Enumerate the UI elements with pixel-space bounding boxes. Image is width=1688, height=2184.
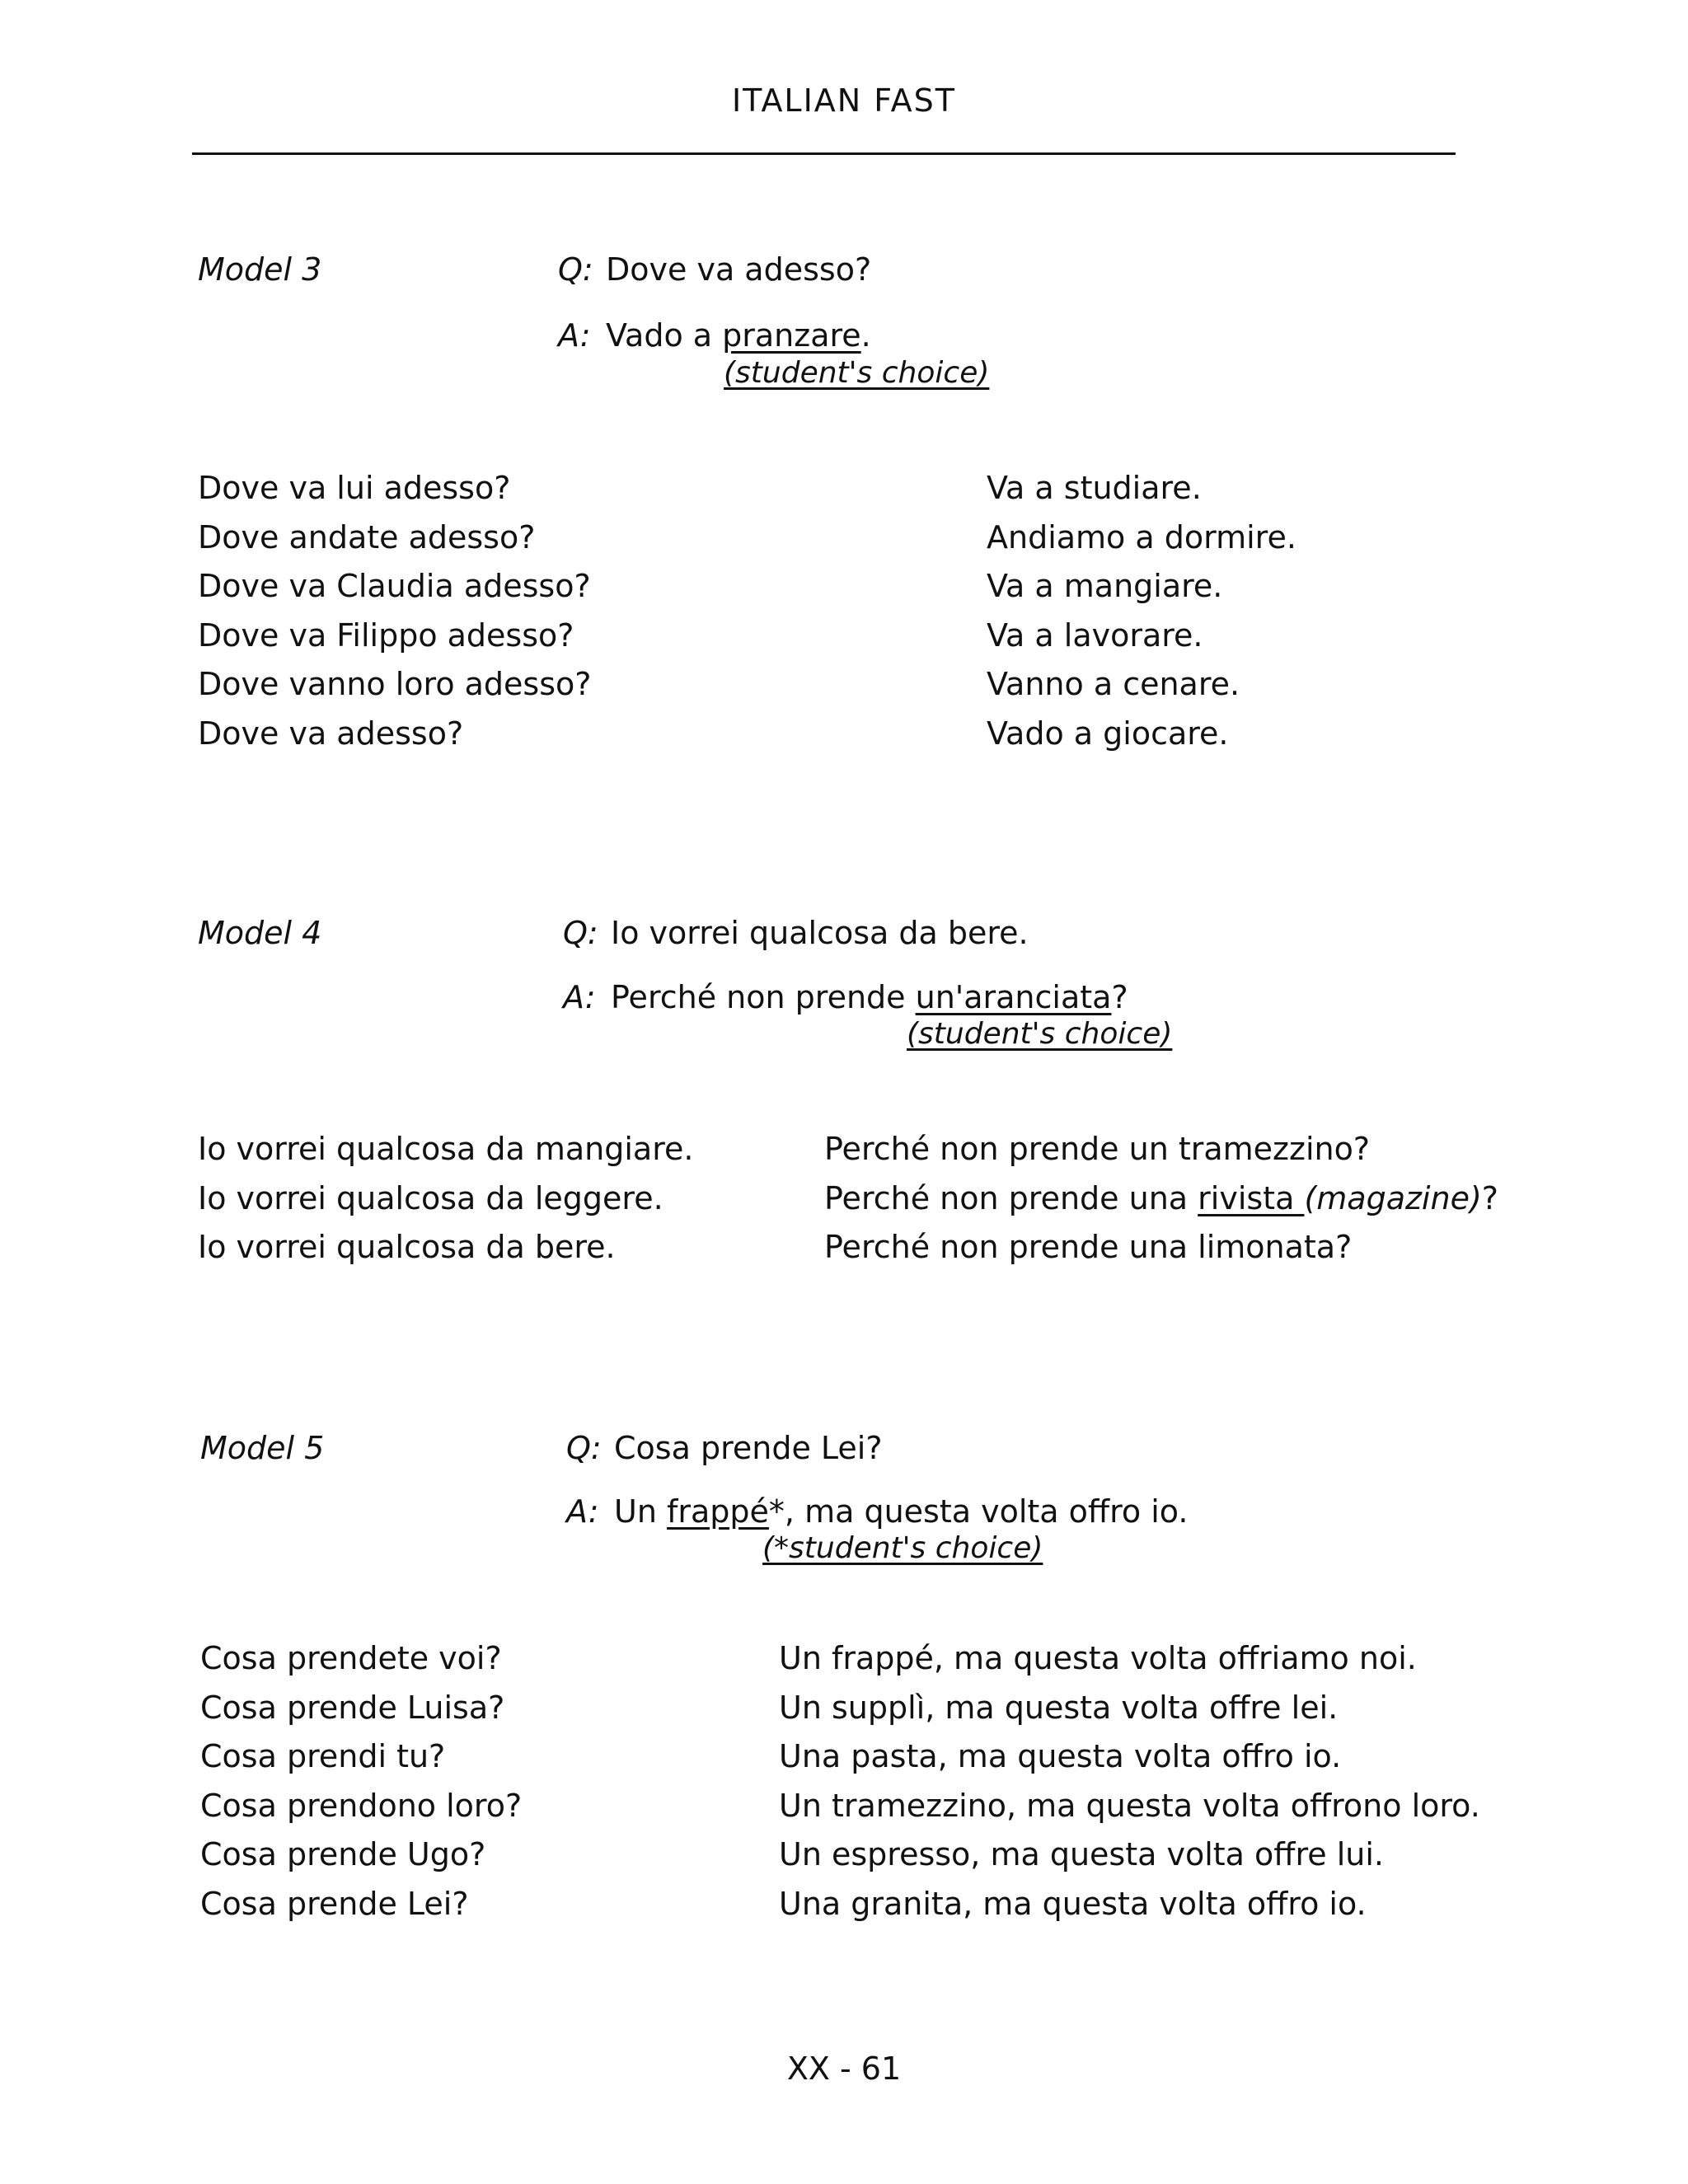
list-item: Dove va Filippo adesso? bbox=[198, 616, 574, 654]
model-4-questions-list bbox=[198, 1125, 693, 1272]
list-item: Va a mangiare. bbox=[987, 568, 1223, 604]
list-item: Cosa prendono loro? bbox=[200, 1787, 523, 1824]
list-item: Un espresso, ma questa volta offre lui. bbox=[779, 1836, 1384, 1872]
model-4-answer-prefix: Perché non prende bbox=[611, 979, 916, 1015]
q-tag: Q: bbox=[563, 915, 598, 951]
model-3-answer bbox=[558, 317, 871, 354]
a-tag: A: bbox=[566, 1493, 599, 1530]
list-item: Dove va adesso? bbox=[198, 715, 464, 752]
model-3-answer-choice: pranzare bbox=[722, 317, 861, 354]
model-5-question bbox=[566, 1430, 883, 1466]
list-item: Vado a giocare. bbox=[987, 715, 1229, 752]
list-item: Vanno a cenare. bbox=[987, 666, 1240, 702]
list-item: Perché non prende una limonata? bbox=[824, 1229, 1353, 1265]
list-item: Cosa prende Luisa? bbox=[200, 1689, 505, 1726]
model-5-answer-suffix: *, ma questa volta offro io. bbox=[768, 1493, 1189, 1530]
list-item: Una granita, ma questa volta offro io. bbox=[779, 1885, 1367, 1922]
model-5-question-text: Cosa prende Lei? bbox=[614, 1430, 883, 1466]
model-3-answer-suffix: . bbox=[860, 317, 871, 354]
q-tag: Q: bbox=[566, 1430, 602, 1466]
model-3-note bbox=[724, 356, 989, 390]
a-tag: A: bbox=[558, 317, 591, 354]
list-item: Andiamo a dormire. bbox=[987, 518, 1296, 555]
list-item: Dove andate adesso? bbox=[198, 518, 536, 555]
model-4-question bbox=[563, 915, 1029, 951]
list-item: Dove va lui adesso? bbox=[198, 470, 511, 506]
list-item: Dove va Claudia adesso? bbox=[198, 568, 591, 604]
answer-prefix: Perché non prende una bbox=[824, 1179, 1198, 1216]
model-4-question-text: Io vorrei qualcosa da bere. bbox=[611, 915, 1029, 951]
model-5-answer-choice: frappé bbox=[666, 1493, 769, 1530]
model-4-answers-list bbox=[824, 1125, 1498, 1272]
model-3-questions-list bbox=[198, 464, 591, 758]
list-item: Va a lavorare. bbox=[987, 616, 1203, 654]
list-item: Io vorrei qualcosa da mangiare. bbox=[198, 1131, 694, 1167]
model-5-answers-list bbox=[779, 1634, 1480, 1929]
list-item: Io vorrei qualcosa da bere. bbox=[198, 1229, 616, 1265]
answer-word: rivista bbox=[1198, 1179, 1305, 1216]
model-3-note-text: (student's choice) bbox=[724, 356, 990, 390]
model-3-answer-prefix: Vado a bbox=[606, 317, 723, 354]
list-item: Cosa prende Lei? bbox=[200, 1885, 469, 1922]
model-3-label: Model 3 bbox=[198, 251, 322, 288]
list-item: Cosa prendi tu? bbox=[200, 1738, 446, 1774]
model-5-questions-list bbox=[200, 1634, 522, 1929]
answer-suffix: ? bbox=[1481, 1179, 1498, 1216]
list-item: Cosa prendete voi? bbox=[200, 1640, 502, 1676]
model-4-note-text: (student's choice) bbox=[907, 1017, 1173, 1051]
model-5-label: Model 5 bbox=[200, 1430, 325, 1466]
page-number: XX - 61 bbox=[786, 2050, 902, 2087]
model-4-answer-choice: un'aranciata bbox=[915, 979, 1112, 1015]
list-item: Un tramezzino, ma questa volta offrono loro. bbox=[779, 1787, 1480, 1824]
list-item: Un supplì, ma questa volta offre lei. bbox=[779, 1689, 1339, 1726]
model-5-answer-prefix: Un bbox=[614, 1493, 667, 1530]
model-4-answer bbox=[563, 979, 1128, 1015]
list-item: Cosa prende Ugo? bbox=[200, 1836, 486, 1872]
model-3-answers-list bbox=[987, 464, 1296, 758]
model-5-note bbox=[762, 1531, 1043, 1565]
list-item bbox=[824, 1174, 1498, 1224]
model-3-question bbox=[558, 251, 871, 288]
q-tag: Q: bbox=[558, 251, 593, 288]
model-5-answer bbox=[566, 1493, 1188, 1530]
a-tag: A: bbox=[563, 979, 596, 1015]
list-item: Dove vanno loro adesso? bbox=[198, 666, 592, 702]
list-item: Un frappé, ma questa volta offriamo noi. bbox=[779, 1640, 1417, 1676]
page-title: ITALIAN FAST bbox=[731, 82, 957, 119]
model-4-note bbox=[907, 1017, 1172, 1051]
model-5-note-text: (*student's choice) bbox=[762, 1531, 1043, 1565]
model-4-answer-suffix: ? bbox=[1111, 979, 1128, 1015]
list-item: Io vorrei qualcosa da leggere. bbox=[198, 1179, 663, 1216]
list-item: Perché non prende un tramezzino? bbox=[824, 1131, 1371, 1167]
model-4-label: Model 4 bbox=[198, 915, 322, 951]
list-item: Va a studiare. bbox=[987, 470, 1202, 506]
model-3-question-text: Dove va adesso? bbox=[606, 251, 872, 288]
answer-gloss: (magazine) bbox=[1304, 1179, 1482, 1216]
list-item: Una pasta, ma questa volta offro io. bbox=[779, 1738, 1342, 1774]
header-rule bbox=[192, 152, 1456, 155]
